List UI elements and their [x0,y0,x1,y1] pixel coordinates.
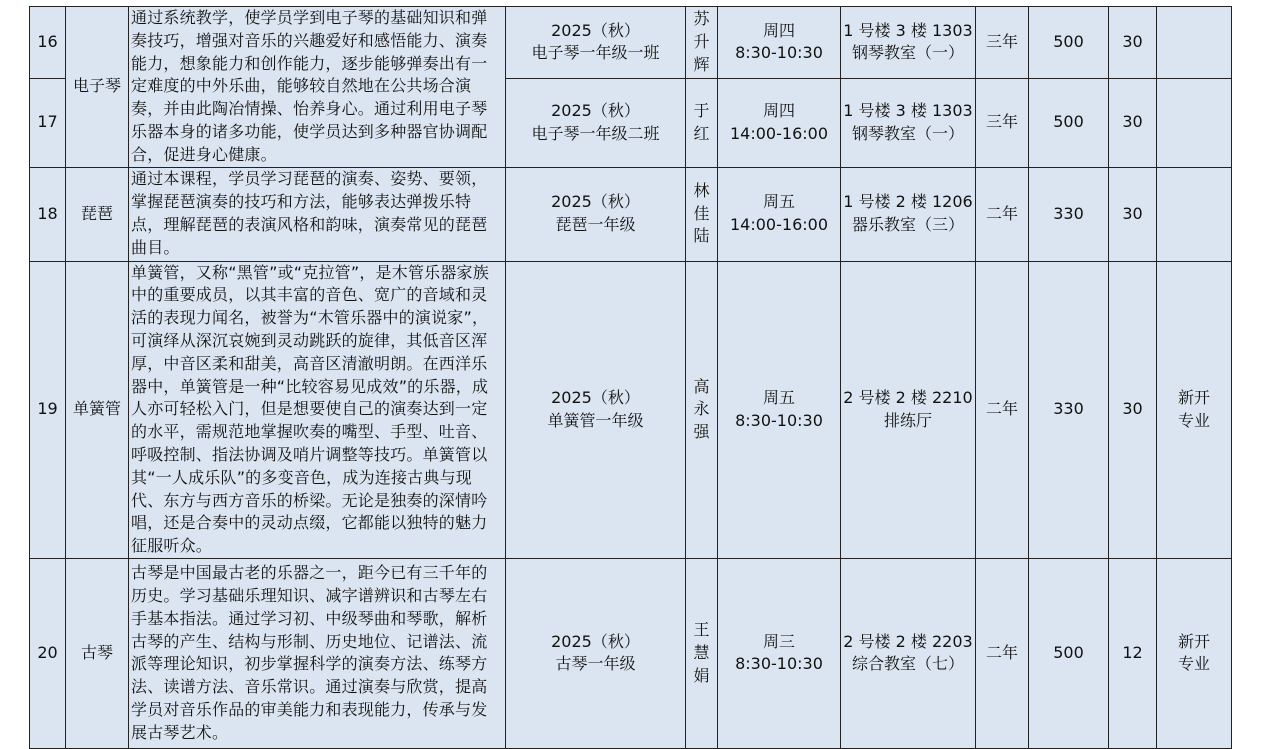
teacher-name: 高 永 强 [686,261,718,558]
room-cell [841,78,976,167]
room-name: 钢琴教室（一） [851,123,964,143]
course-name: 单簧管 [66,261,129,558]
class-time: 8:30-10:30 [735,654,823,674]
teacher-name: 苏 升 辉 [686,7,718,79]
class-cell [506,167,686,261]
teacher-name: 王 慧 娟 [686,558,718,748]
table-row [30,261,1232,558]
room-location: 1 号楼 3 楼 1303 [843,20,973,40]
course-fee: 500 [1029,558,1109,748]
class-name: 单簧管一年级 [547,410,644,430]
room-location: 2 号楼 2 楼 2210 [843,387,973,407]
class-name: 琵琶一年级 [555,215,636,235]
course-description: 通过系统教学，使学员学到电子琴的基础知识和弹奏技巧，增强对音乐的兴趣爱好和感悟能力、演奏能力，想象能力和创作能力，逐步能够弹奏出有一定难度的中外乐曲，能够较自然地在公共场合演奏，并由此陶冶情操、怡养身心。通过利用电子琴乐器本身的诸多功能，使学员达到多种器官协调配合，促进身心健康。 [129,7,506,168]
course-fee: 330 [1029,167,1109,261]
class-time: 8:30-10:30 [735,410,823,430]
course-duration: 二年 [976,167,1029,261]
course-duration: 二年 [976,558,1029,748]
class-cell [506,558,686,748]
course-note [1157,7,1232,79]
room-name: 综合教室（七） [851,654,964,674]
table-row [30,167,1232,261]
class-capacity: 30 [1109,78,1157,167]
table-row [30,7,1232,79]
room-cell [841,167,976,261]
course-note [1157,78,1232,167]
course-name: 琵琶 [66,167,129,261]
course-duration: 三年 [976,7,1029,79]
room-name: 排练厅 [883,410,932,430]
course-fee: 500 [1029,78,1109,167]
course-fee: 500 [1029,7,1109,79]
room-name: 器乐教室（三） [851,215,964,235]
room-cell [841,7,976,79]
course-duration: 二年 [976,261,1029,558]
class-cell [506,261,686,558]
course-note [1157,167,1232,261]
schedule-cell [718,261,841,558]
course-fee: 330 [1029,261,1109,558]
room-location: 1 号楼 3 楼 1303 [843,100,973,120]
class-year: 2025（秋） [551,100,640,120]
schedule-cell [718,7,841,79]
class-capacity: 30 [1109,167,1157,261]
class-time: 8:30-10:30 [735,43,823,63]
class-cell [506,78,686,167]
class-day: 周三 [762,631,795,651]
class-name: 电子琴一年级二班 [531,123,660,143]
teacher-name: 林 佳 陆 [686,167,718,261]
class-day: 周五 [762,387,795,407]
row-number: 19 [30,261,66,558]
class-year: 2025（秋） [551,387,640,407]
class-time: 14:00-16:00 [730,215,828,235]
course-description: 通过本课程，学员学习琵琶的演奏、姿势、要领，掌握琵琶演奏的技巧和方法，能够表达弹拨乐特点，理解琵琶的表演风格和韵味，演奏常见的琵琶曲目。 [129,167,506,261]
course-description: 古琴是中国最古老的乐器之一，距今已有三千年的历史。学习基础乐理知识、减字谱辨识和古琴左右手基本指法。通过学习初、中级琴曲和琴歌，解析古琴的产生、结构与形制、历史地位、记谱法、流派等理论知识，初步掌握科学的演奏方法、练琴方法、读谱方法、音乐常识。通过演奏与欣赏，提高学员对音乐作品的审美能力和表现能力，传承与发展古琴艺术。 [129,558,506,748]
class-name: 古琴一年级 [555,654,636,674]
course-table [29,6,1232,749]
schedule-cell [718,78,841,167]
class-capacity: 30 [1109,261,1157,558]
class-cell [506,7,686,79]
class-capacity: 30 [1109,7,1157,79]
course-name: 电子琴 [66,7,129,168]
class-day: 周四 [762,20,795,40]
course-name: 古琴 [66,558,129,748]
course-note: 新开专业 [1157,261,1232,558]
course-note: 新开专业 [1157,558,1232,748]
row-number: 18 [30,167,66,261]
row-number: 20 [30,558,66,748]
row-number: 16 [30,7,66,79]
room-location: 1 号楼 2 楼 1206 [843,192,973,212]
room-cell [841,558,976,748]
class-year: 2025（秋） [551,20,640,40]
room-location: 2 号楼 2 楼 2203 [843,631,973,651]
schedule-cell [718,167,841,261]
table-row [30,558,1232,748]
schedule-cell [718,558,841,748]
class-day: 周四 [762,100,795,120]
class-capacity: 12 [1109,558,1157,748]
room-name: 钢琴教室（一） [851,43,964,63]
class-year: 2025（秋） [551,631,640,651]
room-cell [841,261,976,558]
class-day: 周五 [762,192,795,212]
class-name: 电子琴一年级一班 [531,43,660,63]
course-duration: 三年 [976,78,1029,167]
teacher-name: 于 红 [686,78,718,167]
course-description: 单簧管，又称“黑管”或“克拉管”，是木管乐器家族中的重要成员，以其丰富的音色、宽广的音域和灵活的表现力闻名，被誉为“木管乐器中的演说家”，可演绎从深沉哀婉到灵动跳跃的旋律，其低音区浑厚，中音区柔和甜美，高音区清澈明朗。在西洋乐器中，单簧管是一种“比较容易见成效”的乐器，成人亦可轻松入门，但是想要使自己的演奏达到一定的水平，需规范地掌握吹奏的嘴型、手型、吐音、呼吸控制、指法协调及哨片调整等技巧。单簧管以其“一人成乐队”的多变音色，成为连接古典与现代、东方与西方音乐的桥梁。无论是独奏的深情吟唱，还是合奏中的灵动点缀，它都能以独特的魅力征服听众。 [129,261,506,558]
class-time: 14:00-16:00 [730,123,828,143]
row-number: 17 [30,78,66,167]
class-year: 2025（秋） [551,192,640,212]
